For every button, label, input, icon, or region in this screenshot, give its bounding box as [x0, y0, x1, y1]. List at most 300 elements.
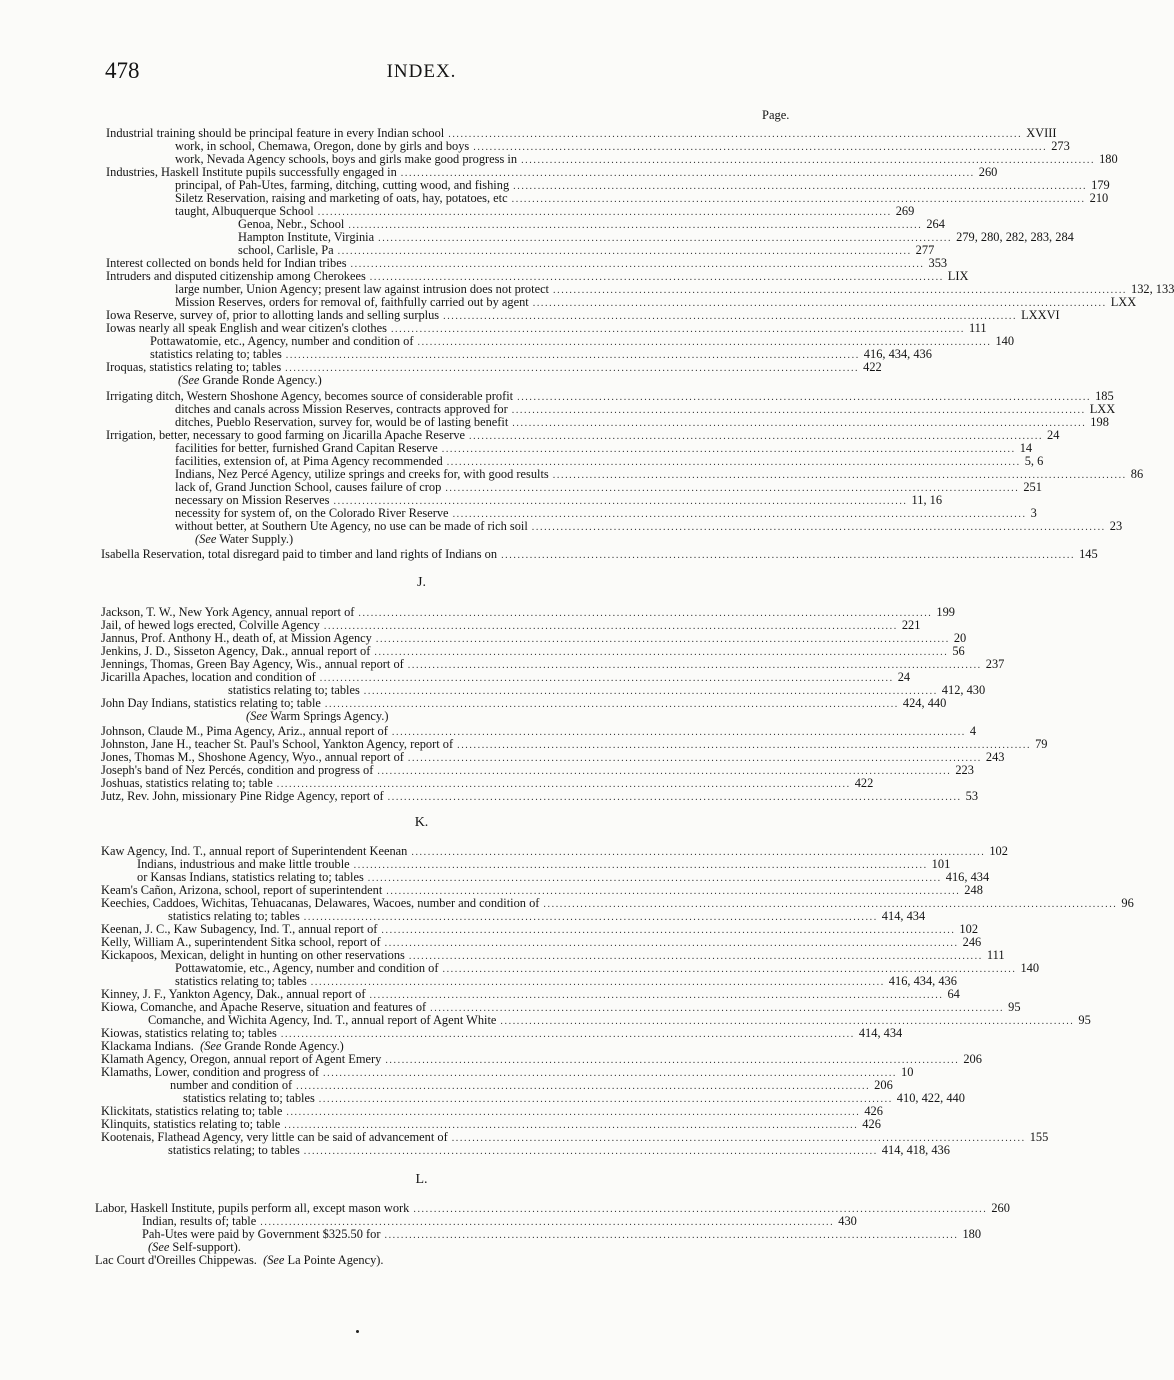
index-entry: [150, 334, 1015, 348]
entry-page-ref: 79: [1035, 737, 1048, 751]
index-entry: [101, 935, 982, 949]
index-entry: [150, 347, 932, 361]
index-entry: [175, 506, 1037, 520]
entry-page-ref: 11, 16: [911, 493, 943, 507]
entry-page-ref: 279, 280, 282, 283, 284: [956, 230, 1074, 244]
index-entry: [175, 191, 1109, 205]
leader-dots: ............................................................................................................................................: [445, 483, 1020, 494]
leader-dots: ............................................................................................................................................: [337, 246, 912, 257]
index-entry: [101, 763, 974, 777]
entry-text: statistics relating; to tables: [168, 1143, 300, 1157]
printer-mark: [356, 1330, 359, 1333]
leader-dots: ............................................................................................................................................: [367, 873, 942, 884]
entry-text: Lac Court d'Oreilles Chippewas.: [95, 1253, 264, 1267]
page-column-label: Page.: [762, 108, 790, 122]
leader-dots: ............................................................................................................................................: [286, 1107, 861, 1118]
index-entry: [101, 750, 1005, 764]
entry-text: Klamaths, Lower, condition and progress of: [101, 1065, 320, 1079]
entry-page-ref: 414, 434: [858, 1026, 903, 1040]
leader-dots: ............................................................................................................................................: [517, 392, 1092, 403]
index-entry: [175, 282, 1174, 296]
entry-text: without better, at Southern Ute Agency, no use can be made of rich soil: [175, 519, 528, 533]
index-entry: [95, 1253, 384, 1267]
entry-page-ref: 246: [962, 935, 982, 949]
entry-page-ref: 416, 434, 436: [863, 347, 932, 361]
leader-dots: ............................................................................................................................................: [285, 350, 860, 361]
leader-dots: ............................................................................................................................................: [390, 324, 965, 335]
entry-page-ref: 180: [1099, 152, 1118, 166]
index-entry: [228, 683, 986, 697]
entry-page-ref: 426: [864, 1104, 883, 1118]
index-entry: [137, 870, 990, 884]
index-entry: [168, 1143, 950, 1157]
index-entry: [101, 1117, 881, 1131]
index-entry: [101, 1130, 1049, 1144]
leader-dots: ............................................................................................................................................: [430, 1003, 1005, 1014]
index-entry: [175, 519, 1123, 533]
index-entry: [101, 1000, 1021, 1014]
entry-text: facilities for better, furnished Grand Capitan Reserve: [175, 441, 438, 455]
index-entry: [148, 1240, 241, 1254]
leader-dots: ............................................................................................................................................: [363, 686, 938, 697]
entry-page-ref: 64: [947, 987, 960, 1001]
entry-text: work, in school, Chemawa, Oregon, done by girls and boys: [175, 139, 470, 153]
leader-dots: ............................................................................................................................................: [378, 233, 953, 244]
entry-page-ref: 5, 6: [1024, 454, 1044, 468]
index-entry: [101, 1052, 982, 1066]
entry-page-ref: 206: [963, 1052, 982, 1066]
leader-dots: ............................................................................................................................................: [310, 977, 885, 988]
entry-text: Siletz Reservation, raising and marketing of oats, hay, potatoes, etc: [175, 191, 508, 205]
entry-page-ref: 4: [969, 724, 977, 738]
entry-text: statistics relating to; tables: [168, 909, 300, 923]
leader-dots: ............................................................................................................................................: [391, 727, 966, 738]
index-entry: [101, 724, 977, 738]
page-number: 478: [105, 58, 140, 83]
index-entry: [101, 1104, 883, 1118]
entry-page-ref: 155: [1029, 1130, 1049, 1144]
index-entry: [101, 789, 979, 803]
entry-page-ref: 23: [1109, 519, 1123, 533]
leader-dots: ............................................................................................................................................: [457, 740, 1032, 751]
leader-dots: ............................................................................................................................................: [441, 444, 1016, 455]
entry-text: Keam's Cañon, Arizona, school, report of superintendent: [101, 883, 383, 897]
leader-dots: ............................................................................................................................................: [413, 1204, 988, 1215]
entry-text: school, Carlisle, Pa: [238, 243, 334, 257]
entry-page-ref: 102: [989, 844, 1008, 858]
entry-page-ref: 101: [931, 857, 951, 871]
entry-text: Jicarilla Apaches, location and condition of: [101, 670, 316, 684]
leader-dots: ............................................................................................................................................: [350, 259, 925, 270]
entry-text: Kiowas, statistics relating to; tables: [101, 1026, 277, 1040]
entry-page-ref: 243: [985, 750, 1005, 764]
index-entry: [106, 389, 1114, 403]
index-entry: [142, 1214, 857, 1228]
leader-dots: ............................................................................................................................................: [469, 431, 1044, 442]
index-entry: [101, 1026, 903, 1040]
index-entry: [175, 415, 1109, 429]
leader-dots: ............................................................................................................................................: [374, 647, 949, 658]
entry-text: Irrigating ditch, Western Shoshone Agency, becomes source of considerable profit: [106, 389, 514, 403]
entry-page-ref: 277: [915, 243, 935, 257]
leader-dots: ............................................................................................................................................: [411, 847, 986, 858]
leader-dots: ............................................................................................................................................: [521, 155, 1096, 166]
index-entry: [238, 243, 935, 257]
see-reference: (See Water Supply.): [195, 532, 294, 546]
entry-text: ditches, Pueblo Reservation, survey for, would be of lasting benefit: [175, 415, 509, 429]
index-entry: [148, 1013, 1091, 1027]
leader-dots: ............................................................................................................................................: [446, 457, 1021, 468]
leader-dots: ............................................................................................................................................: [384, 938, 959, 949]
index-entry: [101, 922, 979, 936]
index-entry: [195, 532, 293, 546]
entry-text: or Kansas Indians, statistics relating to; tables: [137, 870, 364, 884]
entry-text: statistics relating to; tables: [228, 683, 360, 697]
leader-dots: ............................................................................................................................................: [407, 753, 982, 764]
index-entry: [106, 256, 948, 270]
index-entry: [183, 1091, 965, 1105]
entry-text: taught, Albuquerque School: [175, 204, 314, 218]
leader-dots: ............................................................................................................................................: [348, 220, 923, 231]
entry-text: work, Nevada Agency schools, boys and girls make good progress in: [175, 152, 518, 166]
index-entry: [101, 883, 983, 897]
entry-page-ref: 96: [1121, 896, 1134, 910]
leader-dots: ............................................................................................................................................: [531, 522, 1106, 533]
entry-text: Pottawatomie, etc., Agency, number and condition of: [150, 334, 414, 348]
entry-page-ref: 264: [926, 217, 945, 231]
leader-dots: ............................................................................................................................................: [384, 1230, 959, 1241]
entry-page-ref: 269: [895, 204, 915, 218]
entry-text: Jones, Thomas M., Shoshone Agency, Wyo., annual report of: [101, 750, 404, 764]
index-entry: [178, 373, 322, 387]
entry-text: Keenan, J. C., Kaw Subagency, Ind. T., annual report of: [101, 922, 378, 936]
entry-text: Johnson, Claude M., Pima Agency, Ariz., annual report of: [101, 724, 388, 738]
entry-text: Jutz, Rev. John, missionary Pine Ridge Agency, report of: [101, 789, 384, 803]
leader-dots: ............................................................................................................................................: [317, 207, 892, 218]
entry-text: Pottawatomie, etc., Agency, number and condition of: [175, 961, 439, 975]
entry-page-ref: 24: [1047, 428, 1060, 442]
index-entry: [170, 1078, 893, 1092]
entry-page-ref: 86: [1130, 467, 1144, 481]
index-entry: [101, 776, 874, 790]
see-reference: (See Grande Ronde Agency.): [178, 373, 322, 387]
section-letter-j: J.: [417, 575, 426, 590]
leader-dots: ............................................................................................................................................: [532, 298, 1107, 309]
leader-dots: ............................................................................................................................................: [452, 509, 1027, 520]
entry-page-ref: 180: [962, 1227, 982, 1241]
index-entry: [106, 308, 1060, 322]
leader-dots: ............................................................................................................................................: [369, 990, 944, 1001]
entry-page-ref: 430: [838, 1214, 857, 1228]
entry-text: Jannus, Prof. Anthony H., death of, at Mission Agency: [101, 631, 372, 645]
entry-page-ref: 410, 422, 440: [896, 1091, 965, 1105]
index-entry: [175, 467, 1144, 481]
entry-page-ref: 260: [991, 1201, 1010, 1215]
entry-page-ref: 426: [862, 1117, 881, 1131]
index-entry: [106, 428, 1060, 442]
entry-page-ref: LXXVI: [1021, 308, 1060, 322]
leader-dots: ............................................................................................................................................: [319, 673, 894, 684]
index-entry: [175, 974, 957, 988]
entry-page-ref: 198: [1090, 415, 1109, 429]
leader-dots: ............................................................................................................................................: [543, 899, 1118, 910]
entry-text: Interest collected on bonds held for Indian tribes: [106, 256, 347, 270]
leader-dots: ............................................................................................................................................: [513, 181, 1088, 192]
leader-dots: ............................................................................................................................................: [285, 363, 860, 374]
running-head: INDEX.: [386, 61, 457, 82]
leader-dots: ............................................................................................................................................: [318, 1094, 893, 1105]
leader-dots: ............................................................................................................................................: [333, 496, 908, 507]
see-reference: (See Self-support).: [148, 1240, 241, 1254]
entry-page-ref: 111: [986, 948, 1005, 962]
index-entry: [175, 204, 915, 218]
entry-text: Klamath Agency, Oregon, annual report of Agent Emery: [101, 1052, 382, 1066]
entry-text: necessary on Mission Reserves: [175, 493, 330, 507]
leader-dots: ............................................................................................................................................: [500, 1016, 1075, 1027]
index-entry: [175, 295, 1137, 309]
index-entry: [175, 961, 1040, 975]
entry-text: Keechies, Caddoes, Wichitas, Tehuacanas, Delawares, Wacoes, number and condition of: [101, 896, 540, 910]
leader-dots: ............................................................................................................................................: [323, 621, 898, 632]
see-reference: (See Warm Springs Agency.): [246, 709, 389, 723]
index-entry: [175, 493, 943, 507]
index-entry: [101, 644, 965, 658]
leader-dots: ............................................................................................................................................: [377, 766, 952, 777]
index-entry: [175, 402, 1116, 416]
index-entry: [101, 1065, 914, 1079]
leader-dots: ............................................................................................................................................: [353, 860, 928, 871]
leader-dots: ............................................................................................................................................: [552, 470, 1127, 481]
index-entry: [137, 857, 951, 871]
entry-page-ref: 199: [936, 605, 955, 619]
leader-dots: ............................................................................................................................................: [296, 1081, 871, 1092]
see-reference: (See Grande Ronde Agency.): [200, 1039, 344, 1053]
index-entry: [101, 631, 967, 645]
index-entry: [106, 165, 998, 179]
leader-dots: ............................................................................................................................................: [511, 194, 1086, 205]
entry-page-ref: XVIII: [1026, 126, 1057, 140]
leader-dots: ............................................................................................................................................: [407, 660, 982, 671]
entry-text: Indians, Nez Percé Agency, utilize springs and creeks for, with good results: [175, 467, 549, 481]
entry-text: Kaw Agency, Ind. T., annual report of Superintendent Keenan: [101, 844, 408, 858]
section-letter-l: L.: [415, 1172, 428, 1187]
entry-text: Labor, Haskell Institute, pupils perform all, except mason work: [95, 1201, 410, 1215]
leader-dots: ............................................................................................................................................: [473, 142, 1048, 153]
entry-text: Kinney, J. F., Yankton Agency, Dak., annual report of: [101, 987, 366, 1001]
leader-dots: ............................................................................................................................................: [408, 951, 983, 962]
index-entry: [101, 896, 1134, 910]
entry-page-ref: 56: [952, 644, 965, 658]
leader-dots: ............................................................................................................................................: [386, 886, 961, 897]
entry-text: John Day Indians, statistics relating to; table: [101, 696, 321, 710]
index-entry: [106, 126, 1057, 140]
entry-page-ref: 221: [901, 618, 921, 632]
entry-text: Industries, Haskell Institute pupils successfully engaged in: [106, 165, 397, 179]
entry-page-ref: 95: [1008, 1000, 1021, 1014]
entry-text: Johnston, Jane H., teacher St. Paul's School, Yankton Agency, report of: [101, 737, 454, 751]
entry-page-ref: 185: [1095, 389, 1114, 403]
entry-text: Isabella Reservation, total disregard paid to timber and land rights of Indians on: [101, 547, 498, 561]
leader-dots: ............................................................................................................................................: [512, 418, 1087, 429]
entry-page-ref: 179: [1091, 178, 1110, 192]
entry-page-ref: 140: [995, 334, 1015, 348]
entry-page-ref: 422: [854, 776, 874, 790]
entry-text: Joseph's band of Nez Percés, condition and progress of: [101, 763, 374, 777]
entry-text: facilities, extension of, at Pima Agency recommended: [175, 454, 443, 468]
entry-page-ref: LXX: [1089, 402, 1116, 416]
index-entry: [101, 737, 1048, 751]
index-entry: [101, 670, 911, 684]
index-entry: [175, 454, 1044, 468]
entry-page-ref: 248: [964, 883, 983, 897]
index-entry: [106, 321, 987, 335]
leader-dots: ............................................................................................................................................: [385, 1055, 960, 1066]
entry-text: lack of, Grand Junction School, causes failure of crop: [175, 480, 442, 494]
entry-page-ref: 353: [928, 256, 948, 270]
entry-text: Klickitats, statistics relating to; table: [101, 1104, 283, 1118]
entry-text: Kickapoos, Mexican, delight in hunting on other reservations: [101, 948, 405, 962]
entry-page-ref: 414, 418, 436: [881, 1143, 950, 1157]
entry-page-ref: 223: [955, 763, 974, 777]
leader-dots: ............................................................................................................................................: [511, 405, 1086, 416]
index-entry: [246, 709, 389, 723]
entry-page-ref: 102: [959, 922, 979, 936]
entry-text: Genoa, Nebr., School: [238, 217, 345, 231]
entry-page-ref: LXX: [1110, 295, 1137, 309]
index-entry: [175, 480, 1042, 494]
index-entry: [101, 657, 1005, 671]
entry-text: Indian, results of; table: [142, 1214, 257, 1228]
leader-dots: ............................................................................................................................................: [448, 129, 1023, 140]
leader-dots: ............................................................................................................................................: [260, 1217, 835, 1228]
index-entry: [175, 139, 1070, 153]
leader-dots: ............................................................................................................................................: [369, 272, 944, 283]
entry-text: Iowa Reserve, survey of, prior to allotting lands and selling surplus: [106, 308, 440, 322]
leader-dots: ............................................................................................................................................: [451, 1133, 1026, 1144]
entry-text: Comanche, and Wichita Agency, Ind. T., annual report of Agent White: [148, 1013, 497, 1027]
entry-text: Kootenais, Flathead Agency, very little can be said of advancement of: [101, 1130, 448, 1144]
entry-text: Jennings, Thomas, Green Bay Agency, Wis., annual report of: [101, 657, 404, 671]
section-letter-k: K.: [414, 815, 429, 830]
leader-dots: ............................................................................................................................................: [303, 912, 878, 923]
entry-text: Irrigation, better, necessary to good farming on Jicarilla Apache Reserve: [106, 428, 466, 442]
entry-text: Kelly, William A., superintendent Sitka school, report of: [101, 935, 381, 949]
entry-text: Kiowa, Comanche, and Apache Reserve, situation and features of: [101, 1000, 427, 1014]
index-entry: [142, 1227, 982, 1241]
index-entry: [106, 360, 882, 374]
entry-text: Klackama Indians.: [101, 1039, 201, 1053]
index-entry: [101, 696, 947, 710]
index-entry: [101, 844, 1008, 858]
index-entry: [238, 230, 1074, 244]
entry-text: principal, of Pah-Utes, farming, ditching, cutting wood, and fishing: [175, 178, 510, 192]
leader-dots: ............................................................................................................................................: [324, 699, 899, 710]
entry-page-ref: 140: [1020, 961, 1040, 975]
entry-page-ref: 10: [901, 1065, 914, 1079]
entry-text: Jail, of hewed logs erected, Colville Agency: [101, 618, 320, 632]
entry-text: statistics relating to; tables: [183, 1091, 315, 1105]
entry-text: Industrial training should be principal feature in every Indian school: [106, 126, 445, 140]
index-entry: [101, 948, 1005, 962]
index-entry: [175, 441, 1033, 455]
index-entry: [175, 178, 1110, 192]
entry-text: ditches and canals across Mission Reserves, contracts approved for: [175, 402, 508, 416]
entry-page-ref: 273: [1051, 139, 1070, 153]
entry-page-ref: 132, 133: [1131, 282, 1174, 296]
entry-text: Indians, industrious and make little trouble: [137, 857, 350, 871]
leader-dots: ............................................................................................................................................: [375, 634, 950, 645]
entry-text: large number, Union Agency; present law against intrusion does not protect: [175, 282, 550, 296]
entry-text: necessity for system of, on the Colorado River Reserve: [175, 506, 449, 520]
leader-dots: ............................................................................................................................................: [387, 792, 962, 803]
leader-dots: ............................................................................................................................................: [280, 1029, 855, 1040]
entry-page-ref: 237: [985, 657, 1005, 671]
leader-dots: ............................................................................................................................................: [400, 168, 975, 179]
leader-dots: ............................................................................................................................................: [276, 779, 851, 790]
index-entry: [95, 1201, 1010, 1215]
index-entry: [101, 1039, 344, 1053]
leader-dots: ............................................................................................................................................: [381, 925, 956, 936]
entry-page-ref: 24: [897, 670, 911, 684]
leader-dots: ............................................................................................................................................: [501, 550, 1076, 561]
entry-page-ref: 145: [1079, 547, 1098, 561]
entry-text: statistics relating to; tables: [175, 974, 307, 988]
entry-text: Pah-Utes were paid by Government $325.50 for: [142, 1227, 381, 1241]
entry-text: Jenkins, J. D., Sisseton Agency, Dak., annual report of: [101, 644, 371, 658]
leader-dots: ............................................................................................................................................: [443, 311, 1018, 322]
entry-page-ref: 416, 434: [945, 870, 990, 884]
index-entry: [101, 547, 1098, 561]
entry-text: Iroquas, statistics relating to; tables: [106, 360, 282, 374]
leader-dots: ............................................................................................................................................: [442, 964, 1017, 975]
entry-text: Iowas nearly all speak English and wear citizen's clothes: [106, 321, 387, 335]
entry-page-ref: 260: [978, 165, 998, 179]
leader-dots: ............................................................................................................................................: [553, 285, 1128, 296]
entry-text: Joshuas, statistics relating to; table: [101, 776, 273, 790]
leader-dots: ............................................................................................................................................: [358, 608, 933, 619]
entry-page-ref: 111: [968, 321, 987, 335]
index-entry: [101, 605, 955, 619]
see-reference: (See La Pointe Agency).: [263, 1253, 384, 1267]
entry-page-ref: 422: [863, 360, 882, 374]
entry-text: Mission Reserves, orders for removal of, faithfully carried out by agent: [175, 295, 529, 309]
entry-text: Klinquits, statistics relating to; table: [101, 1117, 281, 1131]
entry-page-ref: 14: [1019, 441, 1033, 455]
entry-text: number and condition of: [170, 1078, 293, 1092]
entry-text: Jackson, T. W., New York Agency, annual report of: [101, 605, 355, 619]
entry-page-ref: 251: [1023, 480, 1042, 494]
leader-dots: ............................................................................................................................................: [323, 1068, 898, 1079]
entry-page-ref: 210: [1089, 191, 1109, 205]
entry-page-ref: 412, 430: [941, 683, 986, 697]
entry-page-ref: 206: [874, 1078, 893, 1092]
leader-dots: ............................................................................................................................................: [417, 337, 992, 348]
leader-dots: ............................................................................................................................................: [303, 1146, 878, 1157]
index-entry: [168, 909, 926, 923]
leader-dots: ............................................................................................................................................: [284, 1120, 859, 1131]
entry-page-ref: 20: [953, 631, 967, 645]
entry-text: statistics relating to; tables: [150, 347, 282, 361]
entry-text: Hampton Institute, Virginia: [238, 230, 375, 244]
entry-page-ref: 95: [1078, 1013, 1091, 1027]
entry-page-ref: 414, 434: [881, 909, 926, 923]
index-entry: [106, 269, 969, 283]
index-entry: [238, 217, 945, 231]
entry-page-ref: 416, 434, 436: [888, 974, 957, 988]
entry-text: Intruders and disputed citizenship among Cherokees: [106, 269, 366, 283]
entry-page-ref: 424, 440: [902, 696, 947, 710]
entry-page-ref: 3: [1030, 506, 1037, 520]
